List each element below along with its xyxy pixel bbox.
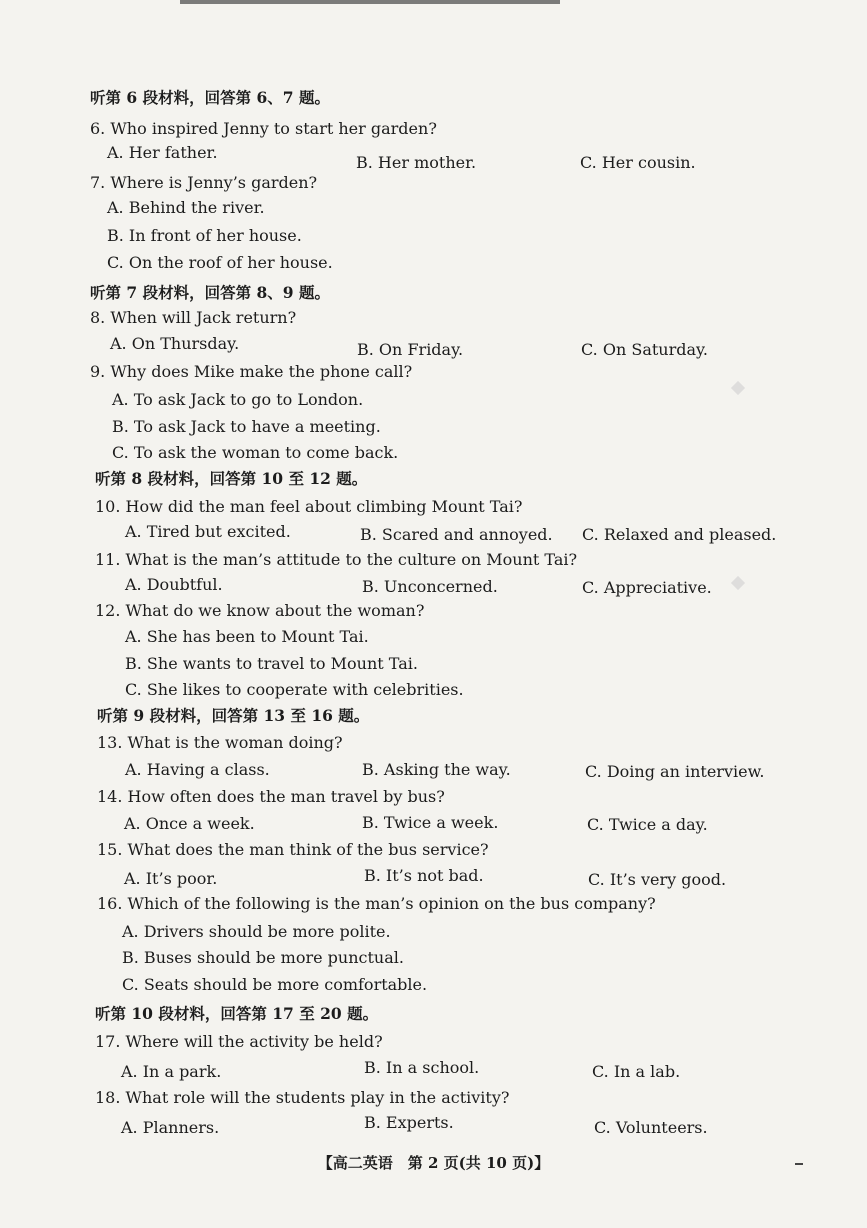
question-15: 15. What does the man think of the bus service?	[97, 840, 489, 859]
question-17: 17. Where will the activity be held?	[95, 1032, 383, 1051]
q17-option-b: B. In a school.	[364, 1058, 480, 1077]
section-header: 听第 9 段材料，回答第 13 至 16 题。	[97, 706, 370, 725]
q7-option-a: A. Behind the river.	[107, 198, 265, 217]
q9-option-b: B. To ask Jack to have a meeting.	[112, 417, 381, 436]
q10-option-b: B. Scared and annoyed.	[360, 525, 553, 544]
q14-option-a: A. Once a week.	[124, 814, 255, 833]
page-footer: 【高二英语 第 2 页(共 10 页)】	[317, 1154, 550, 1172]
section-header: 听第 7 段材料，回答第 8、9 题。	[90, 283, 330, 302]
q7-option-c: C. On the roof of her house.	[107, 253, 333, 272]
question-8: 8. When will Jack return?	[90, 308, 297, 327]
question-16: 16. Which of the following is the man’s opinion on the bus company?	[97, 894, 656, 913]
q12-option-c: C. She likes to cooperate with celebrities.	[125, 680, 464, 699]
q8-option-c: C. On Saturday.	[581, 340, 709, 359]
scan-smudge	[731, 576, 745, 590]
q7-option-b: B. In front of her house.	[107, 226, 302, 245]
section-header: 听第 6 段材料，回答第 6、7 题。	[90, 88, 330, 107]
q12-option-a: A. She has been to Mount Tai.	[125, 627, 369, 646]
question-18: 18. What role will the students play in the activity?	[95, 1088, 510, 1107]
q15-option-b: B. It’s not bad.	[364, 866, 484, 885]
question-13: 13. What is the woman doing?	[97, 733, 343, 752]
question-7: 7. Where is Jenny’s garden?	[90, 173, 318, 192]
q12-option-b: B. She wants to travel to Mount Tai.	[125, 654, 418, 673]
q11-option-b: B. Unconcerned.	[362, 577, 498, 596]
q17-option-a: A. In a park.	[121, 1062, 222, 1081]
q8-option-a: A. On Thursday.	[110, 334, 240, 353]
q11-option-a: A. Doubtful.	[125, 575, 223, 594]
q6-option-a: A. Her father.	[107, 143, 218, 162]
question-9: 9. Why does Mike make the phone call?	[90, 362, 413, 381]
q18-option-b: B. Experts.	[364, 1113, 454, 1132]
q13-option-a: A. Having a class.	[125, 760, 270, 779]
q10-option-c: C. Relaxed and pleased.	[582, 525, 777, 544]
question-10: 10. How did the man feel about climbing Mount Tai?	[95, 497, 523, 516]
section-header: 听第 10 段材料，回答第 17 至 20 题。	[95, 1004, 379, 1023]
q18-option-c: C. Volunteers.	[594, 1118, 708, 1137]
q14-option-b: B. Twice a week.	[362, 813, 499, 832]
q6-option-b: B. Her mother.	[356, 153, 477, 172]
q15-option-c: C. It’s very good.	[588, 870, 727, 889]
q18-option-a: A. Planners.	[121, 1118, 220, 1137]
q10-option-a: A. Tired but excited.	[125, 522, 291, 541]
scan-smudge	[731, 381, 745, 395]
q6-option-c: C. Her cousin.	[580, 153, 696, 172]
question-6: 6. Who inspired Jenny to start her garden?	[90, 119, 437, 138]
q8-option-b: B. On Friday.	[357, 340, 464, 359]
q14-option-c: C. Twice a day.	[587, 815, 708, 834]
q16-option-c: C. Seats should be more comfortable.	[122, 975, 428, 994]
q9-option-a: A. To ask Jack to go to London.	[112, 390, 364, 409]
scan-mark	[795, 1163, 803, 1165]
question-12: 12. What do we know about the woman?	[95, 601, 425, 620]
q16-option-a: A. Drivers should be more polite.	[122, 922, 391, 941]
q17-option-c: C. In a lab.	[592, 1062, 681, 1081]
q15-option-a: A. It’s poor.	[124, 869, 218, 888]
section-header: 听第 8 段材料，回答第 10 至 12 题。	[95, 469, 368, 488]
q11-option-c: C. Appreciative.	[582, 578, 712, 597]
question-14: 14. How often does the man travel by bus?	[97, 787, 445, 806]
q13-option-b: B. Asking the way.	[362, 760, 511, 779]
q16-option-b: B. Buses should be more punctual.	[122, 948, 404, 967]
q9-option-c: C. To ask the woman to come back.	[112, 443, 399, 462]
q13-option-c: C. Doing an interview.	[585, 762, 765, 781]
question-11: 11. What is the man’s attitude to the culture on Mount Tai?	[95, 550, 578, 569]
